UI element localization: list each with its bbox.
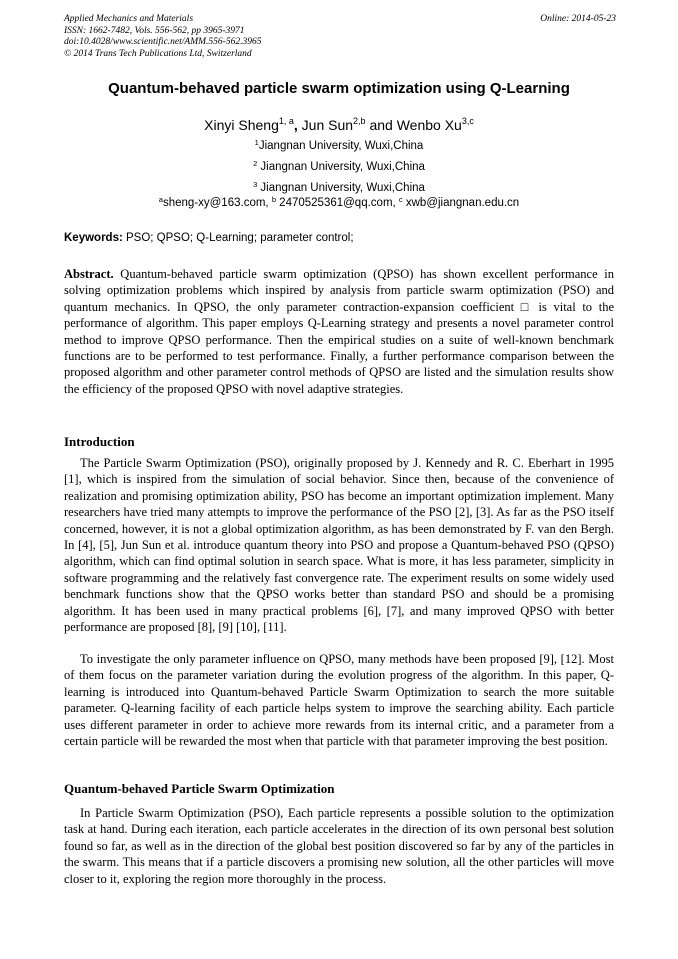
affiliation-superscript: 1: [254, 138, 259, 147]
journal-name: Applied Mechanics and Materials: [64, 14, 194, 24]
email-superscript: c: [398, 195, 403, 204]
affiliation-text: Jiangnan University, Wuxi,China: [257, 161, 425, 173]
email-superscript: b: [271, 195, 276, 204]
affiliation-text: Jiangnan University, Wuxi,China: [258, 140, 424, 152]
author-superscript: 3,c: [461, 116, 474, 126]
copyright-line: © 2014 Trans Tech Publications Ltd, Switzerland: [64, 48, 252, 59]
email-line: [0, 197, 678, 209]
author-separator: and: [365, 117, 397, 133]
email-a: sheng-xy@163.com,: [162, 197, 272, 209]
affiliation-1: [0, 140, 678, 152]
online-date: Online: 2014-05-23: [540, 14, 616, 24]
author-name: Wenbo Xu: [396, 117, 462, 133]
affiliation-3: [0, 182, 678, 194]
author-name: Jun Sun: [301, 117, 354, 133]
abstract: [64, 266, 614, 397]
abstract-label: Abstract.: [64, 267, 114, 281]
author-superscript: 2,b: [353, 116, 366, 126]
keywords: [64, 232, 354, 244]
affiliation-superscript: 2: [253, 159, 258, 168]
journal-header: [64, 14, 616, 60]
affiliation-2: [0, 161, 678, 173]
affiliation-superscript: 3: [253, 180, 258, 189]
author-name: Xinyi Sheng: [204, 117, 279, 133]
author-superscript: 1, a: [278, 116, 294, 126]
introduction-paragraph-2: To investigate the only parameter influence on QPSO, many methods have been proposed [9], [12]. Most of them focus on the parameter variation during the evolution progress of the algorithm. In this paper, Q-learning is introduced into Quantum-behaved Particle Swarm Optimization to search the more suitable parameter. Q-learning facility of each particle helps system to improve the searching ability. Each particle uses different parameter in order to achieve more rewards from its internal critic, and a parameter from a certain particle will be rewarded the most when that particle with that parameter improving the best position.: [64, 652, 614, 749]
doi-line: doi:10.4028/www.scientific.net/AMM.556-562.3965: [64, 37, 262, 47]
author-separator: ,: [293, 117, 302, 133]
introduction-heading: Introduction: [64, 434, 135, 449]
affiliation-text: Jiangnan University, Wuxi,China: [257, 182, 425, 194]
keywords-label: Keywords:: [64, 232, 123, 244]
introduction-paragraph-1: The Particle Swarm Optimization (PSO), originally proposed by J. Kennedy and R. C. Eberhart in 1995 [1], which is inspired from the simulation of social behavior. Since then, because of the convenience of realization and promising optimization ability, PSO has become an important optimization implement. Many researchers have tried many attempts to improve the performance of the PSO [2], [3]. As far as the PSO itself concerned, however, it is not a global optimization algorithm, as has been demonstrated by F. van den Bergh. In [4], [5], Jun Sun et al. introduce quantum theory into PSO and propose a Quantum-behaved PSO (QPSO) algorithm, which can find optimal solution in search space. What is more, it has less parameter, simplicity in software programming and the relatively fast convergence rate. The experiment results on some widely used benchmark functions show that the QPSO works better than standard PSO and should be a promising algorithm. It has been used in many practical problems [6], [7], and many improved QPSO with better performance are proposed [8], [9] [10], [11].: [64, 456, 614, 635]
qpso-section-paragraph-1: In Particle Swarm Optimization (PSO), Each particle represents a possible solution to the optimization task at hand. During each iteration, each particle accelerates in the direction of its own personal best solution found so far, as well as in the direction of the global best position discovered so far by any of the particles in the swarm. This means that if a particle discovers a promising new solution, all the other particles will move closer to it, exploring the region more thoroughly in the process.: [64, 806, 614, 886]
keywords-text: PSO; QPSO; Q-Learning; parameter control;: [122, 232, 354, 244]
email-b: 2470525361@qq.com,: [275, 197, 399, 209]
email-superscript: a: [158, 195, 163, 204]
paper-title: Quantum-behaved particle swarm optimization using Q-Learning: [108, 80, 570, 97]
author-line: [0, 117, 678, 133]
issn-line: ISSN: 1662-7482, Vols. 556-562, pp 3965-3971: [64, 25, 245, 36]
abstract-text: Quantum-behaved particle swarm optimization (QPSO) has shown excellent performance in solving optimization problems which inspired by analysis from particle swarm optimization (PSO) and quantum mechanics. In QPSO, the only parameter contraction-expansion coefficient □ is vital to the performance of algorithm. This paper employs Q-Learning strategy and presents a novel parameter control method to improve QPSO performance. Then the empirical studies on a suite of well-known benchmark functions are to be performed to test performance. Finally, a further performance comparison between the proposed algorithm and other parameter control methods of QPSO are listed and the simulation results show the efficiency of the proposed QPSO with novel adaptive strategies.: [64, 267, 614, 396]
qpso-section-heading: Quantum-behaved Particle Swarm Optimization: [64, 781, 335, 796]
email-c: xwb@jiangnan.edu.cn: [402, 197, 520, 209]
